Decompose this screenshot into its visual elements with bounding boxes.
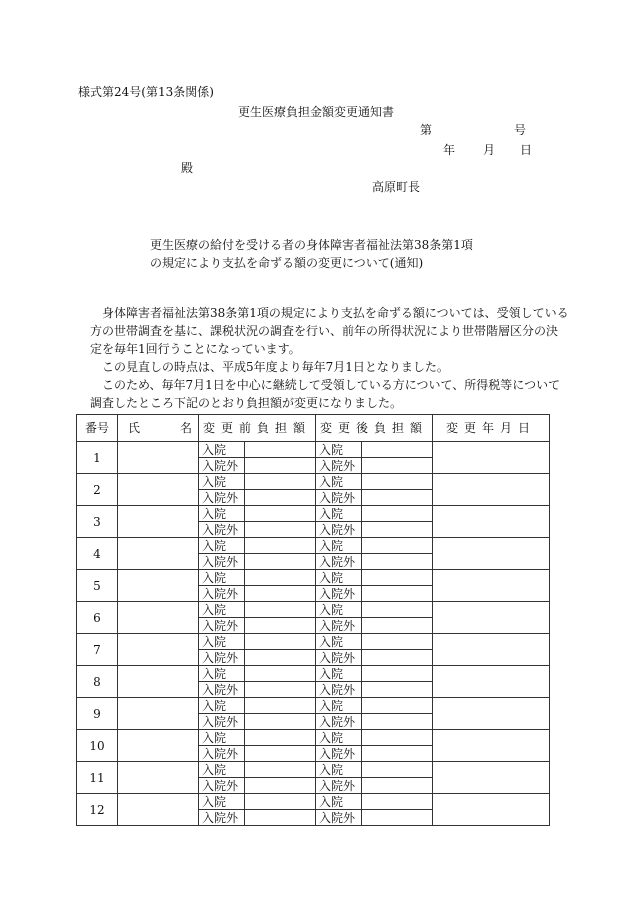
after-outpatient-amount	[362, 778, 433, 794]
after-inpatient-amount	[362, 698, 433, 714]
after-outpatient-amount	[362, 458, 433, 474]
before-inpatient-amount	[245, 442, 316, 458]
before-outpatient-amount	[245, 522, 316, 538]
before-inpatient-amount	[245, 474, 316, 490]
after-outpatient-amount	[362, 650, 433, 666]
before-outpatient-label: 入院外	[199, 778, 245, 794]
name-cell	[118, 794, 199, 826]
after-inpatient-amount	[362, 762, 433, 778]
before-inpatient-label: 入院	[199, 634, 245, 650]
after-inpatient-amount	[362, 794, 433, 810]
after-outpatient-amount	[362, 810, 433, 826]
before-inpatient-amount	[245, 506, 316, 522]
form-number-label: 様式第24号(第13条関係)	[78, 85, 214, 99]
table-row	[77, 634, 550, 650]
header-change-date: 変更年月日	[433, 415, 550, 442]
before-inpatient-label: 入院	[199, 794, 245, 810]
before-inpatient-label: 入院	[199, 538, 245, 554]
name-cell	[118, 698, 199, 730]
name-cell	[118, 506, 199, 538]
before-outpatient-amount	[245, 618, 316, 634]
after-inpatient-amount	[362, 634, 433, 650]
document-number-suffix: 号	[514, 123, 527, 137]
change-date-cell	[433, 794, 550, 826]
change-date-cell	[433, 762, 550, 794]
after-inpatient-amount	[362, 442, 433, 458]
change-date-cell	[433, 506, 550, 538]
after-outpatient-amount	[362, 586, 433, 602]
date-year: 年	[443, 143, 456, 157]
change-date-cell	[433, 634, 550, 666]
table-row	[77, 730, 550, 746]
change-date-cell	[433, 474, 550, 506]
document-title: 更生医療負担金額変更通知書	[238, 105, 395, 119]
table-header-row	[77, 415, 550, 442]
before-outpatient-label: 入院外	[199, 682, 245, 698]
table-row	[77, 506, 550, 522]
body-p1-line-2: 方の世帯調査を基に、課税状況の調査を行い、前年の所得状況により世帯階層区分の決	[90, 324, 559, 338]
subject-line-1: 更生医療の給付を受ける者の身体障害者福祉法第38条第1項	[150, 238, 473, 252]
after-outpatient-label: 入院外	[316, 554, 362, 570]
body-p3-line-1: このため、毎年7月1日を中心に継続して受領している方について、所得税等について	[102, 378, 561, 392]
after-outpatient-label: 入院外	[316, 650, 362, 666]
issue-date	[443, 143, 532, 157]
row-number: 4	[77, 538, 118, 570]
name-cell	[118, 570, 199, 602]
before-inpatient-label: 入院	[199, 666, 245, 682]
name-cell	[118, 634, 199, 666]
before-outpatient-label: 入院外	[199, 458, 245, 474]
table-row	[77, 698, 550, 714]
issuer-name: 高原町長	[372, 180, 421, 194]
row-number: 6	[77, 602, 118, 634]
before-inpatient-label: 入院	[199, 698, 245, 714]
after-inpatient-label: 入院	[316, 730, 362, 746]
before-outpatient-label: 入院外	[199, 810, 245, 826]
after-inpatient-label: 入院	[316, 634, 362, 650]
after-inpatient-label: 入院	[316, 442, 362, 458]
header-before-amount: 変更前負担額	[199, 415, 316, 442]
row-number: 8	[77, 666, 118, 698]
before-inpatient-amount	[245, 698, 316, 714]
name-cell	[118, 602, 199, 634]
before-inpatient-amount	[245, 570, 316, 586]
after-inpatient-label: 入院	[316, 666, 362, 682]
after-outpatient-amount	[362, 714, 433, 730]
table-row	[77, 762, 550, 778]
before-outpatient-label: 入院外	[199, 714, 245, 730]
before-inpatient-amount	[245, 666, 316, 682]
after-outpatient-amount	[362, 746, 433, 762]
before-inpatient-label: 入院	[199, 570, 245, 586]
before-outpatient-label: 入院外	[199, 746, 245, 762]
before-outpatient-amount	[245, 714, 316, 730]
before-outpatient-amount	[245, 682, 316, 698]
table-row	[77, 570, 550, 586]
change-date-cell	[433, 570, 550, 602]
after-outpatient-label: 入院外	[316, 458, 362, 474]
before-outpatient-amount	[245, 650, 316, 666]
after-outpatient-amount	[362, 490, 433, 506]
before-outpatient-label: 入院外	[199, 554, 245, 570]
before-outpatient-amount	[245, 778, 316, 794]
document-number-prefix: 第	[420, 123, 433, 137]
header-name-right: 名	[179, 421, 192, 435]
row-number: 2	[77, 474, 118, 506]
before-outpatient-label: 入院外	[199, 650, 245, 666]
before-inpatient-label: 入院	[199, 506, 245, 522]
name-cell	[118, 474, 199, 506]
table-row	[77, 474, 550, 490]
before-outpatient-amount	[245, 554, 316, 570]
addressee-honorific: 殿	[181, 161, 194, 175]
before-inpatient-amount	[245, 730, 316, 746]
before-inpatient-label: 入院	[199, 602, 245, 618]
after-inpatient-label: 入院	[316, 794, 362, 810]
after-inpatient-label: 入院	[316, 474, 362, 490]
name-cell	[118, 442, 199, 474]
after-inpatient-label: 入院	[316, 762, 362, 778]
name-cell	[118, 538, 199, 570]
before-inpatient-amount	[245, 762, 316, 778]
after-inpatient-label: 入院	[316, 698, 362, 714]
row-number: 7	[77, 634, 118, 666]
before-inpatient-amount	[245, 794, 316, 810]
change-date-cell	[433, 698, 550, 730]
before-outpatient-amount	[245, 458, 316, 474]
subject-line-2: の規定により支払を命ずる額の変更について(通知)	[150, 256, 424, 270]
before-outpatient-label: 入院外	[199, 490, 245, 506]
before-inpatient-amount	[245, 538, 316, 554]
after-outpatient-label: 入院外	[316, 522, 362, 538]
header-name	[118, 415, 199, 442]
name-cell	[118, 666, 199, 698]
after-outpatient-label: 入院外	[316, 490, 362, 506]
after-inpatient-amount	[362, 602, 433, 618]
before-inpatient-amount	[245, 602, 316, 618]
table-row	[77, 538, 550, 554]
after-inpatient-amount	[362, 570, 433, 586]
row-number: 10	[77, 730, 118, 762]
after-outpatient-label: 入院外	[316, 746, 362, 762]
after-inpatient-amount	[362, 506, 433, 522]
before-outpatient-label: 入院外	[199, 586, 245, 602]
before-inpatient-label: 入院	[199, 442, 245, 458]
after-inpatient-amount	[362, 666, 433, 682]
after-inpatient-label: 入院	[316, 538, 362, 554]
change-date-cell	[433, 666, 550, 698]
table-row	[77, 442, 550, 458]
name-cell	[118, 762, 199, 794]
after-inpatient-amount	[362, 538, 433, 554]
row-number: 3	[77, 506, 118, 538]
after-outpatient-label: 入院外	[316, 682, 362, 698]
row-number: 11	[77, 762, 118, 794]
after-inpatient-label: 入院	[316, 602, 362, 618]
before-inpatient-label: 入院	[199, 730, 245, 746]
after-outpatient-label: 入院外	[316, 810, 362, 826]
table-row	[77, 666, 550, 682]
before-outpatient-amount	[245, 746, 316, 762]
body-p1-line-1: 身体障害者福祉法第38条第1項の規定により支払を命ずる額については、受領している	[102, 306, 569, 320]
change-date-cell	[433, 730, 550, 762]
before-outpatient-amount	[245, 810, 316, 826]
after-outpatient-amount	[362, 682, 433, 698]
date-month: 月	[483, 143, 496, 157]
body-p1-line-3: 定を毎年1回行うことになっています。	[90, 342, 301, 356]
date-day: 日	[520, 143, 533, 157]
row-number: 1	[77, 442, 118, 474]
before-inpatient-label: 入院	[199, 762, 245, 778]
after-outpatient-amount	[362, 554, 433, 570]
after-outpatient-amount	[362, 522, 433, 538]
body-p2: この見直しの時点は、平成5年度より毎年7月1日となりました。	[102, 360, 449, 374]
before-outpatient-label: 入院外	[199, 522, 245, 538]
before-inpatient-amount	[245, 634, 316, 650]
change-date-cell	[433, 442, 550, 474]
table-row	[77, 602, 550, 618]
after-inpatient-label: 入院	[316, 506, 362, 522]
change-date-cell	[433, 602, 550, 634]
before-outpatient-amount	[245, 490, 316, 506]
after-inpatient-amount	[362, 474, 433, 490]
row-number: 12	[77, 794, 118, 826]
body-p3-line-2: 調査したところ下記のとおり負担額が変更になりました。	[90, 396, 403, 410]
after-outpatient-label: 入院外	[316, 586, 362, 602]
after-outpatient-label: 入院外	[316, 618, 362, 634]
row-number: 9	[77, 698, 118, 730]
after-outpatient-amount	[362, 618, 433, 634]
header-name-left: 氏	[128, 421, 141, 435]
header-after-amount: 変更後負担額	[316, 415, 433, 442]
before-inpatient-label: 入院	[199, 474, 245, 490]
row-number: 5	[77, 570, 118, 602]
after-inpatient-amount	[362, 730, 433, 746]
before-outpatient-amount	[245, 586, 316, 602]
after-outpatient-label: 入院外	[316, 778, 362, 794]
after-inpatient-label: 入院	[316, 570, 362, 586]
before-outpatient-label: 入院外	[199, 618, 245, 634]
table-body	[77, 442, 550, 826]
change-date-cell	[433, 538, 550, 570]
notice-body	[90, 304, 569, 412]
table-row	[77, 794, 550, 810]
name-cell	[118, 730, 199, 762]
burden-change-table	[76, 414, 550, 826]
after-outpatient-label: 入院外	[316, 714, 362, 730]
header-number: 番号	[77, 415, 118, 442]
